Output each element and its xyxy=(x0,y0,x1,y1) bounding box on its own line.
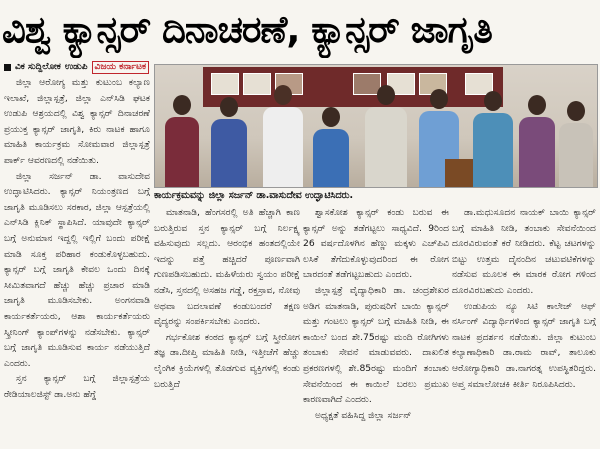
person xyxy=(313,107,349,187)
person xyxy=(263,85,303,187)
event-photo xyxy=(154,64,598,188)
person xyxy=(473,91,513,187)
brand-logo: ವಿಜಯ ಕರ್ನಾಟಕ xyxy=(92,61,149,74)
article-column-2 xyxy=(154,205,300,447)
paragraph: ಸ್ತನ ಕ್ಯಾನ್ಸರ್ ಬಗ್ಗೆ ಜಿಲ್ಲಾಸ್ಪತ್ರೆಯ ರೇಡಿಯಾಲಜಿಸ್ಟ್ ಡಾ.ಅನು ಹೆಗ್ಡೆ xyxy=(4,373,150,400)
person xyxy=(559,101,593,187)
square-bullet-icon xyxy=(4,64,11,71)
paragraph: ಶ್ವಾಸಕೋಶ ಕ್ಯಾನ್ಸರ್ ಕಂಡು ಬರುವ ಈ ಕ್ಯಾನ್ಸರ್ ಅನ್ನು ತಡೆಗಟ್ಟಲು ಸಾಧ್ಯವಿದೆ. 9ರಿಂದ 26 ವರ್ಷದೊಳಗಿನ ಹೆಣ್ಣು ಮಕ್ಕಳು ಎಚ್‌ಪಿವಿ ಲಸಿಕೆ ತೆಗೆದುಕೊಳ್ಳುವುದರಿಂದ ಈ ರೋಗ ಬಾರದಂತೆ ತಡೆಗಟ್ಟಬಹುದು ಎಂದರು. xyxy=(303,207,449,281)
person xyxy=(211,97,247,187)
article-column-1 xyxy=(4,75,150,447)
headline: ವಿಶ್ವ ಕ್ಯಾನ್ಸರ್ ದಿನಾಚರಣೆ, ಕ್ಯಾನ್ಸರ್ ಜಾಗೃತಿ xyxy=(2,8,492,51)
article-column-4 xyxy=(452,205,596,447)
byline xyxy=(4,60,149,74)
byline-place: ಉಡುಪಿ xyxy=(64,62,88,72)
paragraph: ಜಿಲ್ಲಾ ಆರೋಗ್ಯ ಮತ್ತು ಕುಟುಂಬ ಕಲ್ಯಾಣ ಇಲಾಖೆ, ಜಿಲ್ಲಾಸ್ಪತ್ರೆ, ಜಿಲ್ಲಾ ಎನ್‌ಸಿಡಿ ಘಟಕ ಉಡುಪಿ ಆಶ್ರಯದಲ್ಲಿ ವಿಶ್ವ ಕ್ಯಾನ್ಸರ್ ದಿನಾಚರಣೆ ಪ್ರಯುಕ್ತ ಕ್ಯಾನ್ಸರ್ ಜಾಗೃತಿ, ಕಿರು ನಾಟಕ ಹಾಗೂ ಮಾಹಿತಿ ಕಾರ್ಯಕ್ರಮ ಸೋಮವಾರ ಜಿಲ್ಲಾಸ್ಪತ್ರೆ ಪಾರ್ಕ್ ಆವರಣದಲ್ಲಿ ನಡೆಯಿತು. xyxy=(4,77,150,166)
paragraph: ಡಾ.ಮಧುಸೂದನ ನಾಯಕ್ ಬಾಯಿ ಕ್ಯಾನ್ಸರ್ ಬಗ್ಗೆ ಮಾಹಿತಿ ನೀಡಿ, ತಂಬಾಕು ಸೇವನೆಯಿಂದ ದೂರವಿರುವಂತೆ ಕರೆ ನೀಡಿದರು. ಕೆಟ್ಟ ಚಟಗಳನ್ನು ಬಿಟ್ಟು ಉತ್ತಮ ದೈನಂದಿನ ಚಟುವಟಿಕೆಗಳನ್ನು ನಡೆಸುವ ಮೂಲಕ ಈ ಮಾರಕ ರೋಗ ಗಳಿಂದ ದೂರವಿರಬಹುದು ಎಂದರು. xyxy=(452,207,596,296)
person xyxy=(365,85,407,187)
byline-label: ವಿಕ ಸುದ್ದಿಲೋಕ xyxy=(15,62,61,72)
article-column-3 xyxy=(303,205,449,447)
photo-caption: ಕಾರ್ಯಕ್ರಮವನ್ನು ಜಿಲ್ಲಾ ಸರ್ಜನ್ ಡಾ.ವಾಸುದೇವ ಉದ್ಘಾಟಿಸಿದರು. xyxy=(154,190,354,201)
paragraph: ಜಿಲ್ಲಾ ಸರ್ಜನ್ ಡಾ. ವಾಸುದೇವ ಉದ್ಘಾಟಿಸಿದರು. ಕ್ಯಾನ್ಸರ್ ನಿಯಂತ್ರಣದ ಬಗ್ಗೆ ಜಾಗೃತಿ ಮೂಡಿಸಲು ಸರಕಾರ, ಜಿಲ್ಲಾ ಆಸ್ಪತ್ರೆಯಲ್ಲಿ ಎನ್‌ಸಿಡಿ ಕ್ಲಿನಿಕ್ ಸ್ಥಾಪಿಸಿದೆ. ಯಾವುದೇ ಕ್ಯಾನ್ಸರ್ ಬಗ್ಗೆ ಅನುಮಾನ ಇದ್ದಲ್ಲಿ ಇಲ್ಲಿಗೆ ಬಂದು ಪರೀಕ್ಷೆ ಮಾಡಿ ಸೂಕ್ತ ಪರಿಹಾರ ಕಂಡುಕೊಳ್ಳಬಹುದು. ಕ್ಯಾನ್ಸರ್ ಬಗ್ಗೆ ಜಾಗೃತಿ ಕೇವಲ ಒಂದು ದಿನಕ್ಕೆ ಸೀಮಿತವಾಗದೆ ಹೆಚ್ಚು ಹೆಚ್ಚು ಪ್ರಚಾರ ಮಾಡಿ ಜಾಗೃತಿ ಮೂಡಿಸಬೇಕು. ಅಂಗನವಾಡಿ ಕಾರ್ಯಕರ್ತೆಯರು, ಆಶಾ ಕಾರ್ಯಕರ್ತೆಯರು ಸ್ಕ್ರೀನಿಂಗ್ ಕ್ಯಾಂಪ್‌ಗಳನ್ನು ನಡೆಸಬೇಕು. ಕ್ಯಾನ್ಸರ್ ಬಗ್ಗೆ ಜಾಗೃತಿ ಮೂಡಿಸುವ ಕಾರ್ಯ ನಡೆಯುತ್ತಿದೆ ಎಂದರು. xyxy=(4,170,150,369)
paragraph: ಗರ್ಭಕೋಶ ಕಂಠದ ಕ್ಯಾನ್ಸರ್ ಬಗ್ಗೆ ಸ್ತ್ರೀರೋಗ ತಜ್ಞ ಡಾ.ದೀಪ್ತಿ ಮಾಹಿತಿ ನೀಡಿ, ಇತ್ತೀಚೆಗೆ ಹೆಚ್ಚು ಲೈಂಗಿಕ ಕ್ರಿಯೆಗಳಲ್ಲಿ ತೊಡಗುವ ವ್ಯಕ್ತಿಗಳಲ್ಲಿ ಕಂಡು ಬರುತ್ತಿದೆ xyxy=(154,331,300,390)
paragraph: ಮಾತನಾಡಿ, ಹೆಂಗಸರಲ್ಲಿ ಅತಿ ಹೆಚ್ಚಾಗಿ ಕಾಣ ಬರುತ್ತಿರುವ ಸ್ತನ ಕ್ಯಾನ್ಸರ್ ಬಗ್ಗೆ ನಿರ್ಲಕ್ಷ್ಯ ವಹಿಸುವುದು ಸಲ್ಲದು. ಆರಂಭಿಕ ಹಂತದಲ್ಲಿಯೇ ಇದನ್ನು ಪತ್ತೆ ಹಚ್ಚಿದರೆ ಪೂರ್ಣವಾಗಿ ಗುಣಪಡಿಸಬಹುದು. ಮಹಿಳೆಯರು ಸ್ವಯಂ ಪರೀಕ್ಷೆ ನಡೆಸಿ, ಸ್ತನದಲ್ಲಿ ಅಸಹಜ ಗಡ್ಡೆ, ರಕ್ತಸ್ರಾವ, ನೋವು ಅಥವಾ ಬದಲಾವಣೆ ಕಂಡುಬಂದರೆ ತಕ್ಷಣ ವೈದ್ಯರನ್ನು ಸಂಪರ್ಕಿಸಬೇಕು ಎಂದರು. xyxy=(154,207,300,328)
paragraph: ಅಧ್ಯಕ್ಷತೆ ವಹಿಸಿದ್ದ ಜಿಲ್ಲಾ ಸರ್ಜನ್ xyxy=(315,409,412,421)
person xyxy=(165,95,199,187)
person xyxy=(519,95,555,187)
paragraph: ಜಿಲ್ಲಾಸ್ಪತ್ರೆ ವೈದ್ಯಾಧಿಕಾರಿ ಡಾ. ಚಂದ್ರಶೇಖರ ಅಡಿಗ ಮಾತನಾಡಿ, ಪುರುಷರಿಗೆ ಬಾಯಿ ಕ್ಯಾನ್ಸರ್ ಮತ್ತು ಗಂಟಲು ಕ್ಯಾನ್ಸರ್ ಬಗ್ಗೆ ಮಾಹಿತಿ ನೀಡಿ, ಈ ಕಾಯಿಲೆ ಬಂದ ಶೇ.75ರಷ್ಟು ಮಂದಿ ರೋಗಿಗಳು ತಂಬಾಕು ಸೇವನೆ ಮಾಡುವವರು. ದಾಖಲಿತ ಪ್ರಕರಣಗಳಲ್ಲಿ ಶೇ.85ರಷ್ಟು ಮಂದಿಗೆ ತಂಬಾಕು ಸೇವನೆಯಿಂದ ಈ ಕಾಯಿಲೆ ಬರಲು ಪ್ರಮುಖ ಕಾರಣವಾಗಿದೆ ಎಂದರು. xyxy=(303,284,449,406)
paragraph: ಉಡುಪಿಯ ನ್ಯೂ ಸಿಟಿ ಕಾಲೇಜ್ ಆಫ್ ನರ್ಸಿಂಗ್ ವಿದ್ಯಾರ್ಥಿಗಳಿಂದ ಕ್ಯಾನ್ಸರ್ ಜಾಗೃತಿ ಬಗ್ಗೆ ನಾಟಕ ಪ್ರದರ್ಶನ ನಡೆಯಿತು. ಜಿಲ್ಲಾ ಕುಟುಂಬ ಕಲ್ಯಾಣಾಧಿಕಾರಿ ಡಾ.ರಾಮ ರಾವ್, ತಾಲೂಕು ಆರೋಗ್ಯಾಧಿಕಾರಿ ಡಾ.ನಾಗರತ್ನ ಉಪಸ್ಥಿತರಿದ್ದರು. ಅಪ್ತ ಸಮಾಲೋಚಕಿ ಕೀರ್ತಿ ನಿರೂಪಿಸಿದರು. xyxy=(452,300,596,390)
